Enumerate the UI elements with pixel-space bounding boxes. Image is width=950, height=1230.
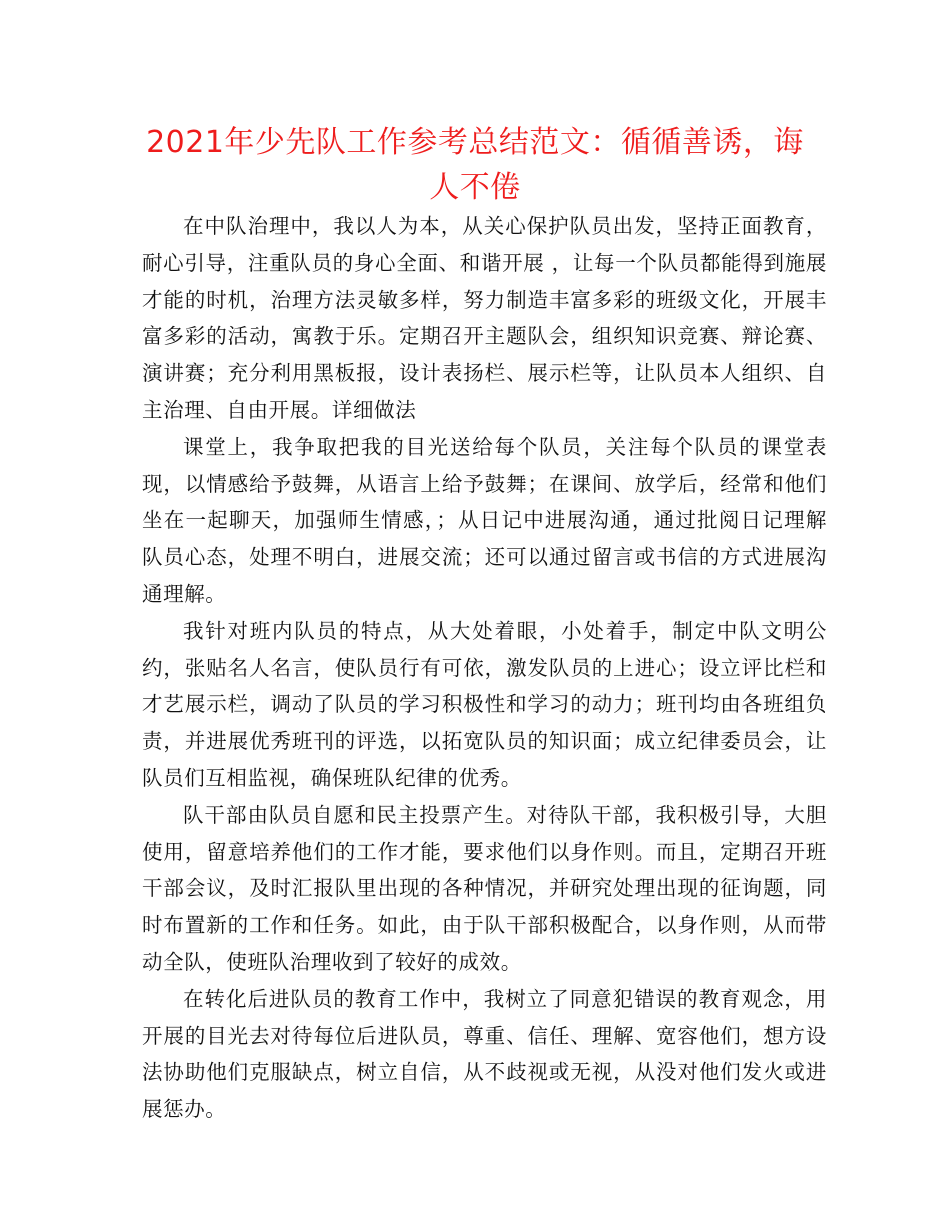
paragraph-4: 队干部由队员自愿和民主投票产生。对待队干部，我积极引导，大胆使用，留意培养他们的工作才能，要求他们以身作则。而且，定期召开班干部会议，及时汇报队里出现的各种情况，并研究处理出现的征询题，同时布置新的工作和任务。如此，由于队干部积极配合，以身作则，从而带动全队，使班队治理收到了较好的成效。 — [142, 802, 827, 974]
paragraph-3: 我针对班内队员的特点，从大处着眼，小处着手，制定中队文明公约，张贴名人名言，使队员行有可依，激发队员的上进心；设立评比栏和才艺展示栏，调动了队员的学习积极性和学习的动力；班刊均由各班组负责，并进展优秀班刊的评选，以拓宽队员的知识面；成立纪律委员会，让队员们互相监视，确保班队纪律的优秀。 — [142, 618, 827, 790]
document-body — [142, 208, 827, 1128]
paragraph-5: 在转化后进队员的教育工作中，我树立了同意犯错误的教育观念，用开展的目光去对待每位后进队员，尊重、信任、理解、宽容他们，想方设法协助他们克服缺点，树立自信，从不歧视或无视，从没对他们发火或进展惩办。 — [142, 986, 827, 1122]
paragraph-1: 在中队治理中，我以人为本，从关心保护队员出发，坚持正面教育，耐心引导，注重队员的身心全面、和谐开展 ，让每一个队员都能得到施展才能的时机，治理方法灵敏多样，努力制造丰富多彩的班级文化，开展丰富多彩的活动，寓教于乐。定期召开主题队会，组织知识竞赛、辩论赛、演讲赛；充分利用黑板报，设计表扬栏、展示栏等，让队员本人组织、自主治理、自由开展。详细做法 — [142, 214, 827, 422]
paragraph-2: 课堂上，我争取把我的目光送给每个队员，关注每个队员的课堂表现，以情感给予鼓舞，从语言上给予鼓舞；在课间、放学后，经常和他们坐在一起聊天，加强师生情感，；从日记中进展沟通，通过批阅日记理解队员心态，处理不明白，进展交流；还可以通过留言或书信的方式进展沟通理解。 — [142, 434, 827, 606]
document-title: 2021年少先队工作参考总结范文：循循善诱，诲人不倦 — [146, 125, 804, 205]
